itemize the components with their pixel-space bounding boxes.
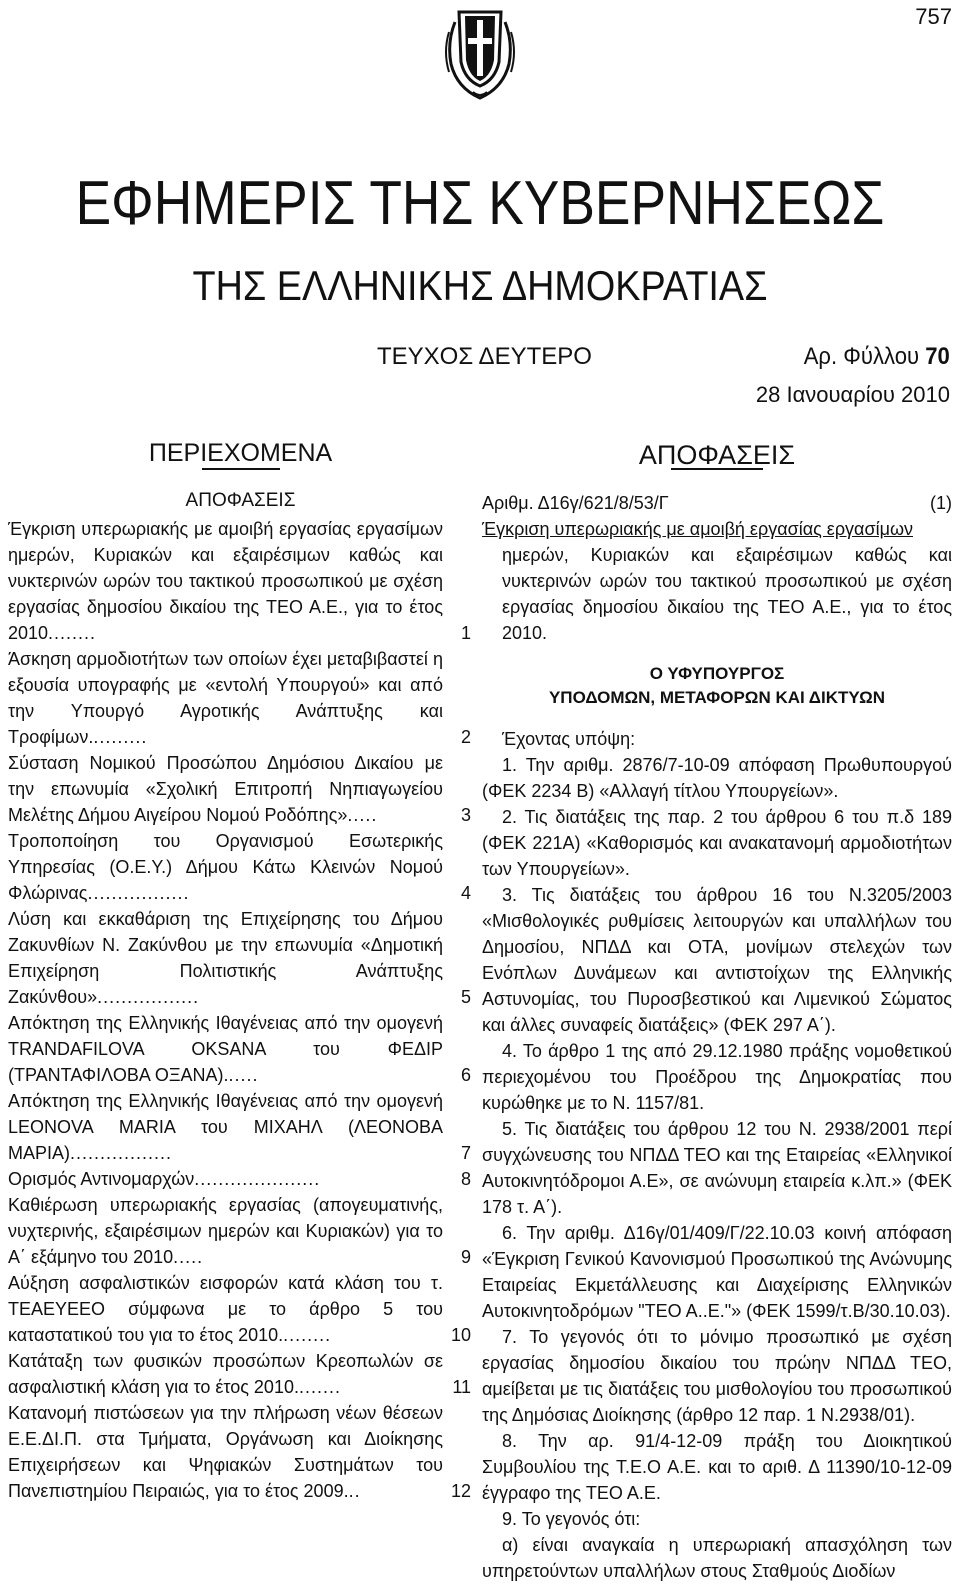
toc-entry-page: 3 [460, 805, 471, 825]
decision-reference [482, 490, 952, 516]
contents-column [8, 440, 473, 1504]
toc-entry: Έγκριση υπερωριακής με αμοιβή εργασίας εργασίμων ημερών, Κυριακών και εξαιρέσιμων καθώς και νυκτερινών ωρών του τακτικού προσωπικού με σχέση εργασίας δημοσίου δικαίου της ΤΕΟ Α.Ε., για το έτος 2010........ 1 [8, 516, 473, 646]
issue-type: ΤΕΥΧΟΣ ΔΕΥΤΕΡΟ [377, 343, 592, 370]
signer-ministry: ΥΠΟΔΟΜΩΝ, ΜΕΤΑΦΟΡΩΝ ΚΑΙ ΔΙΚΤΥΩΝ [548, 688, 886, 707]
having-regard: Έχοντας υπόψη: [502, 729, 636, 749]
contents-subheading: ΑΠΟΦΑΣΕΙΣ [185, 490, 296, 511]
toc-entry: Απόκτηση της Ελληνικής Ιθαγένειας από την ομογενή TRANDAFILOVA OKSANA του ΦΕΔΙΡ (ΤΡΑΝΤΑΦΙΛΟΒΑ ΟΞΑΝΑ)...... 6 [8, 1010, 473, 1088]
contents-heading-text: ΠΕΡΙΕΧΟΜΕΝΑ [148, 439, 333, 467]
toc-entry: Κατανομή πιστώσεων για την πλήρωση νέων θέσεων Ε.Ε.ΔΙ.Π. στα Τμήματα, Οργάνωση και Διοίκησης Επιχειρήσεων και Ψηφιακών Συστημάτων του Πανεπιστημίου Πειραιώς, για το έτος 2009... 12 [8, 1400, 473, 1504]
decision-title-rest: ημερών, Κυριακών και εξαιρέσιμων καθώς και νυκτερινών ωρών του τακτικού προσωπικού με σχέση εργασίας δημοσίου δικαίου της ΤΕΟ Α.Ε., για το έτος 2010. [502, 545, 952, 643]
issue-date: 28 Ιανουαρίου 2010 [755, 382, 950, 407]
gazette-title: ΕΦΗΜΕΡΙΣ ΤΗΣ ΚΥΒΕΡΝΗΣΕΩΣ [75, 169, 885, 238]
toc-entry: Κατάταξη των φυσικών προσώπων Κρεοπωλών σε ασφαλιστική κλάση για το έτος 2010........ 11 [8, 1348, 473, 1400]
issue-line [0, 343, 960, 373]
decision-title-first: Έγκριση υπερωριακής με αμοιβή εργασίας εργασίμων [482, 519, 913, 539]
contents-list [8, 516, 473, 1504]
toc-entry-page: 8 [460, 1169, 471, 1189]
toc-entry-page: 2 [460, 727, 471, 747]
toc-entry: Αύξηση ασφαλιστικών εισφορών κατά κλάση του τ. ΤΕΑΕΥΕΕΟ σύμφωνα με το άρθρο 5 του καταστατικού του για το έτος 2010......... 10 [8, 1270, 473, 1348]
toc-entry: Ορισμός Αντινομαρχών..................... 8 [8, 1166, 473, 1192]
toc-entry: Σύσταση Νομικού Προσώπου Δημόσιου Δικαίου με την επωνυμία «Σχολική Επιτροπή Νηπιαγωγείου Μελέτης Δήμου Αιγείρου Νομού Ροδόπης»..... 3 [8, 750, 473, 828]
decision-paragraph: 6. Την αριθμ. Δ16γ/01/409/Γ/22.10.03 κοινή απόφαση «Έγκριση Γενικού Κανονισμού Προσωπικού της Ανώνυμης Εταιρείας Εκμετάλλευσης και Διαχείρισης Ελληνικών Αυτοκινητοδρόμων "ΤΕΟ Α..Ε."» (ΦΕΚ 1599/τ.Β/30.10.03). [482, 1223, 952, 1321]
toc-entry-text: Λύση και εκκαθάριση της Επιχείρησης του Δήμου Ζακυνθίων Ν. Ζακύνθου με την επωνυμία «Δημοτική Επιχείρηση Πολιτιστικής Ανάπτυξης Ζακύνθου» [8, 909, 443, 1007]
toc-entry-text: Καθιέρωση υπερωριακής εργασίας (απογευματινής, νυχτερινής, εξαιρέσιμων ημερών και Κυριακών) για το Α΄ εξάμηνο του 2010 [8, 1195, 443, 1267]
signer-title: Ο ΥΦΥΠΟΥΡΓΟΣ [649, 664, 785, 683]
decisions-column [482, 440, 952, 1584]
toc-entry-text: Σύσταση Νομικού Προσώπου Δημόσιου Δικαίου με την επωνυμία «Σχολική Επιτροπή Νηπιαγωγείου Μελέτης Δήμου Αιγείρου Νομού Ροδόπης» [8, 753, 443, 825]
signer-block [482, 662, 952, 710]
toc-entry-page: 6 [460, 1065, 471, 1085]
toc-entry-text: Άσκηση αρμοδιοτήτων των οποίων έχει μεταβιβαστεί η εξουσία υπογραφής με «εντολή Υπουργού» και από την Υπουργό Αγροτικής Ανάπτυξης και Τροφίμων. [8, 649, 443, 747]
toc-entry-page: 7 [460, 1143, 471, 1163]
toc-entry-text: Απόκτηση της Ελληνικής Ιθαγένειας από την ομογενή LEONOVA MARIA του ΜΙΧΑΗΛ (ΛΕΟΝΟΒΑ ΜΑΡΙΑ) [8, 1091, 443, 1163]
decision-title [482, 516, 952, 646]
decision-paragraph: 7. Το γεγονός ότι το μόνιμο προσωπικό με σχέση εργασίας δημοσίου δικαίου του πρώην ΝΠΔΔ ΤΕΟ, αμείβεται με τις διατάξεις του μισθολογίου του προσωπικού της Δημόσιας Διοίκησης (άρθρο 12 παρ. 1 Ν.2938/01). [482, 1327, 952, 1425]
sheet-number: 70 [925, 343, 950, 370]
toc-entry: Τροποποίηση του Οργανισμού Εσωτερικής Υπηρεσίας (Ο.Ε.Υ.) Δήμου Κάτω Κλεινών Νομού Φλώρινας................. 4 [8, 828, 473, 906]
toc-entry-text: Ορισμός Αντινομαρχών [8, 1169, 195, 1189]
toc-entry-text: Απόκτηση της Ελληνικής Ιθαγένειας από την ομογενή TRANDAFILOVA OKSANA του ΦΕΔΙΡ (ΤΡΑΝΤΑΦΙΛΟΒΑ ΟΞΑΝΑ). [8, 1013, 443, 1085]
decisions-heading [482, 442, 952, 470]
decision-number: Αριθμ. Δ16γ/621/8/53/Γ [482, 493, 669, 513]
toc-entry-page: 5 [460, 987, 471, 1007]
toc-entry-text: Τροποποίηση του Οργανισμού Εσωτερικής Υπηρεσίας (Ο.Ε.Υ.) Δήμου Κάτω Κλεινών Νομού Φλώρινας [8, 831, 443, 903]
contents-heading [8, 440, 473, 470]
toc-entry-text: Κατάταξη των φυσικών προσώπων Κρεοπωλών σε ασφαλιστική κλάση για το έτος 2010. [8, 1351, 443, 1397]
gazette-subtitle: ΤΗΣ ΕΛΛΗΝΙΚΗΣ ΔΗΜΟΚΡΑΤΙΑΣ [192, 262, 768, 309]
toc-entry-text: Έγκριση υπερωριακής με αμοιβή εργασίας εργασίμων ημερών, Κυριακών και εξαιρέσιμων καθώς και νυκτερινών ωρών του τακτικού προσωπικού με σχέση εργασίας δημοσίου δικαίου της ΤΕΟ Α.Ε., για το έτος 2010 [8, 519, 443, 643]
decision-paragraph: 1. Την αριθμ. 2876/7-10-09 απόφαση Πρωθυπουργού (ΦΕΚ 2234 Β) «Αλλαγή τίτλου Υπουργείων». [482, 755, 952, 801]
toc-entry-text: Αύξηση ασφαλιστικών εισφορών κατά κλάση του τ. ΤΕΑΕΥΕΕΟ σύμφωνα με το άρθρο 5 του καταστατικού του για το έτος 2010. [8, 1273, 443, 1345]
toc-entry-text: Κατανομή πιστώσεων για την πλήρωση νέων θέσεων Ε.Ε.ΔΙ.Π. στα Τμήματα, Οργάνωση και Διοίκησης Επιχειρήσεων και Ψηφιακών Συστημάτων του Πανεπιστημίου Πειραιώς, για το έτος 2009. [8, 1403, 443, 1501]
toc-entry: Απόκτηση της Ελληνικής Ιθαγένειας από την ομογενή LEONOVA MARIA του ΜΙΧΑΗΛ (ΛΕΟΝΟΒΑ ΜΑΡΙΑ)................. 7 [8, 1088, 473, 1166]
decision-paragraph: 8. Την αρ. 91/4-12-09 πράξη του Διοικητικού Συμβουλίου της Τ.Ε.Ο Α.Ε. και το αριθ. Δ 11390/10-12-09 έγγραφο της ΤΕΟ Α.Ε. [482, 1431, 952, 1503]
decision-paragraph: 5. Τις διατάξεις του άρθρου 12 του Ν. 2938/2001 περί συγχώνευσης του ΝΠΔΔ ΤΕΟ και της Εταιρείας «Ελληνικοί Αυτοκινητόδρομοι Α.Ε», σε ανώνυμη εταιρεία κ.λπ.» (ΦΕΚ 178 τ. Α΄). [482, 1119, 952, 1217]
toc-entry-page: 9 [460, 1247, 471, 1267]
issue-sheet [804, 343, 950, 371]
greek-coat-of-arms-icon [437, 2, 523, 102]
page-number: 757 [915, 4, 952, 29]
toc-entry: Άσκηση αρμοδιοτήτων των οποίων έχει μεταβιβαστεί η εξουσία υπογραφής με «εντολή Υπουργού» και από την Υπουργό Αγροτικής Ανάπτυξης και Τροφίμων.......... 2 [8, 646, 473, 750]
toc-entry-page: 4 [460, 883, 471, 903]
toc-entry-page: 12 [450, 1481, 471, 1501]
decision-paragraph: 4. Το άρθρο 1 της από 29.12.1980 πράξης νομοθετικού περιεχομένου του Προέδρου της Δημοκρατίας που κυρώθηκε με το Ν. 1157/81. [482, 1041, 952, 1113]
decision-paragraph: 3. Τις διατάξεις του άρθρου 16 του Ν.3205/2003 «Μισθολογικές ρυθμίσεις λειτουργών και υπαλλήλων του Δημοσίου, ΝΠΔΔ και ΟΤΑ, μονίμων στελεχών των Ενόπλων Δυνάμεων και αντιστοίχων της Ελληνικής Αστυνομίας, του Πυροσβεστικού και Λιμενικού Σώματος και άλλες συναφείς διατάξεις» (ΦΕΚ 297 Α΄). [482, 885, 952, 1035]
decision-index: (1) [930, 493, 952, 513]
decision-paragraph: α) είναι αναγκαία η υπερωριακή απασχόληση των υπηρετούντων υπαλλήλων στους Σταθμούς Διοδίων [482, 1535, 952, 1581]
toc-entry-page: 10 [450, 1325, 471, 1345]
toc-entry-page: 11 [452, 1377, 471, 1397]
sheet-label: Αρ. Φύλλου [803, 343, 920, 370]
toc-entry: Καθιέρωση υπερωριακής εργασίας (απογευματινής, νυχτερινής, εξαιρέσιμων ημερών και Κυριακών) για το Α΄ εξάμηνο του 2010..... 9 [8, 1192, 473, 1270]
decisions-heading-text: ΑΠΟΦΑΣΕΙΣ [638, 440, 796, 470]
toc-entry: Λύση και εκκαθάριση της Επιχείρησης του Δήμου Ζακυνθίων Ν. Ζακύνθου με την επωνυμία «Δημοτική Επιχείρηση Πολιτιστικής Ανάπτυξης Ζακύνθου»................. 5 [8, 906, 473, 1010]
heading-rule [202, 468, 280, 470]
toc-entry-page: 1 [460, 623, 471, 643]
decision-paragraph: 2. Τις διατάξεις της παρ. 2 του άρθρου 6 του π.δ 189 (ΦΕΚ 221Α) «Καθορισμός και ανακατανομή αρμοδιοτήτων των Υπουργείων». [482, 807, 952, 879]
decision-paragraph: 9. Το γεγονός ότι: [502, 1509, 641, 1529]
